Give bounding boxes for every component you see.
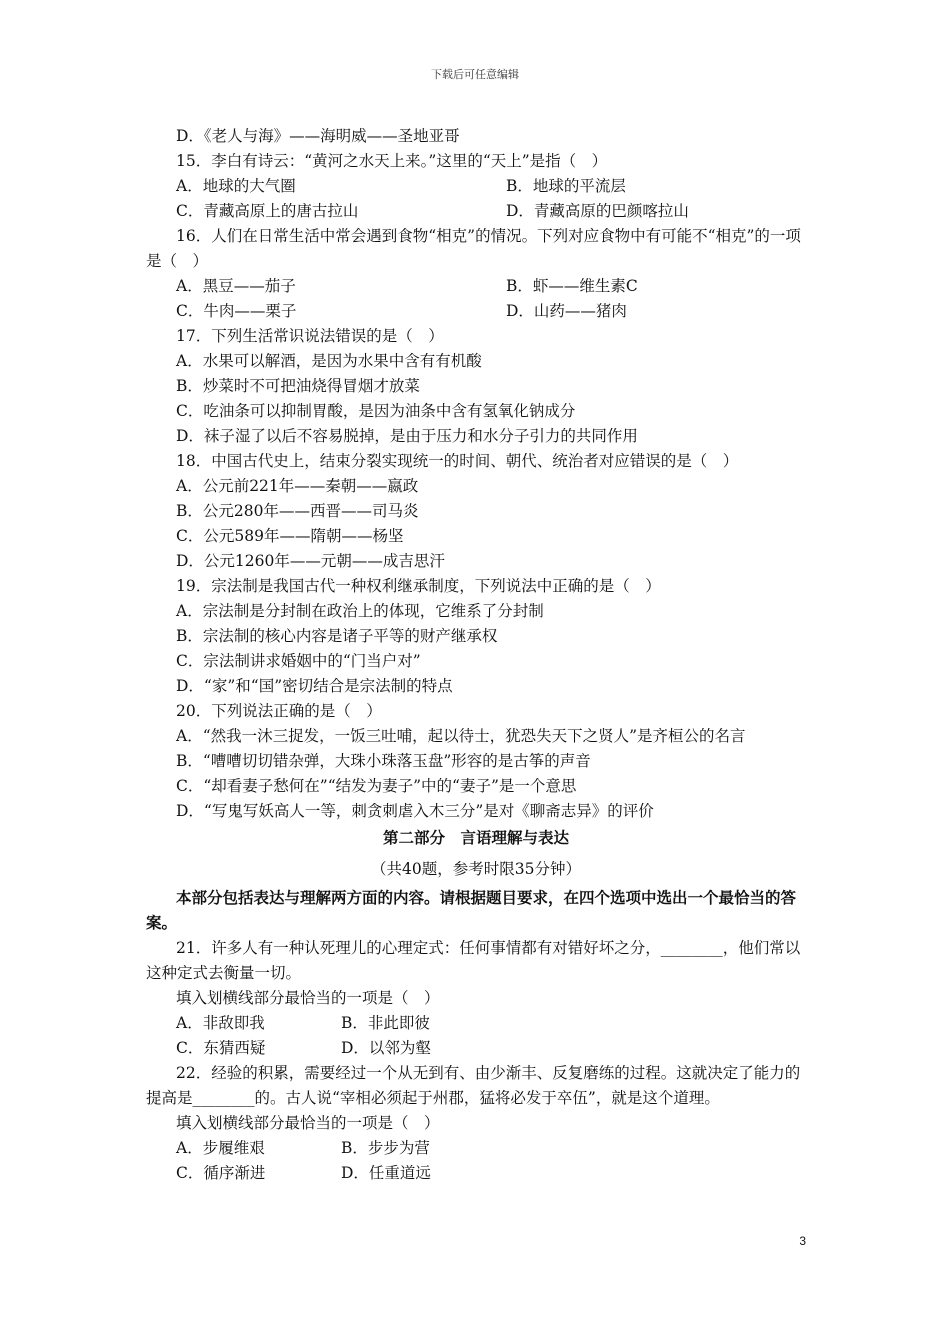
q19-option-c: C．宗法制讲求婚姻中的“门当户对” [176,652,421,670]
q17-option-c: C．吃油条可以抑制胃酸，是因为油条中含有氢氧化钠成分 [176,402,576,420]
q18-option-c: C．公元589年——隋朝——杨坚 [176,527,404,545]
q20-option-d: D．“写鬼写妖高人一等，刺贪刺虐入木三分”是对《聊斋志异》的评价 [176,802,654,820]
q15-option-d: D．青藏高原的巴颜喀拉山 [506,202,689,220]
q20-option-c: C．“却看妻子愁何在”“结发为妻子”中的“妻子”是一个意思 [176,777,577,795]
q15-option-a: A．地球的大气圈 [176,177,296,195]
q21-option-c: C．东猜西疑 [176,1039,266,1057]
q22-stem: 22．经验的积累，需要经过一个从无到有、由少渐丰、反复磨练的过程。这就决定了能力的提高是________的。古人说“宰相必须起于州郡，猛将必发于卒伍”，就是这个道理。 [146,1064,801,1107]
q17-option-b: B．炒菜时不可把油烧得冒烟才放菜 [176,377,420,395]
q14-option-d: D．《老人与海》——海明威——圣地亚哥 [176,127,460,145]
q18-option-a: A．公元前221年——秦朝——嬴政 [176,477,419,495]
q16-option-c: C．牛肉——栗子 [176,302,297,320]
q19-stem: 19．宗法制是我国古代一种权利继承制度，下列说法中正确的是（ ） [176,577,661,595]
q21-option-d: D．以邻为壑 [341,1039,431,1057]
q22-option-c: C．循序渐进 [176,1164,266,1182]
q22-options-row-1 [146,1136,806,1161]
q17-option-d: D．袜子湿了以后不容易脱掉，是由于压力和水分子引力的共同作用 [176,427,638,445]
q15-options-row-2 [146,199,806,224]
section-title: 第二部分 言语理解与表达 [382,829,569,847]
q17-option-a: A．水果可以解酒，是因为水果中含有有机酸 [176,352,482,370]
q21-option-a: A．非敌即我 [176,1014,265,1032]
q22-prompt: 填入划横线部分最恰当的一项是（ ） [176,1114,440,1132]
q15-options-row-1 [146,174,806,199]
q16-option-a: A．黑豆——茄子 [176,277,296,295]
q19-option-b: B．宗法制的核心内容是诸子平等的财产继承权 [176,627,498,645]
q19-option-a: A．宗法制是分封制在政治上的体现，它维系了分封制 [176,602,544,620]
q15-option-c: C．青藏高原上的唐古拉山 [176,202,359,220]
section-intro: 本部分包括表达与理解两方面的内容。请根据题目要求，在四个选项中选出一个最恰当的答案。 [146,889,797,932]
q20-option-b: B．“嘈嘈切切错杂弹，大珠小珠落玉盘”形容的是古筝的声音 [176,752,591,770]
document-body [146,124,806,1186]
section-subtitle: （共40题，参考时限35分钟） [371,860,581,878]
page-number: 3 [799,1234,806,1248]
q21-prompt: 填入划横线部分最恰当的一项是（ ） [176,989,440,1007]
q16-options-row-1 [146,274,806,299]
q18-option-b: B．公元280年——西晋——司马炎 [176,502,419,520]
q21-option-b: B．非此即彼 [341,1014,430,1032]
q20-option-a: A．“然我一沐三捉发，一饭三吐哺，起以待士，犹恐失天下之贤人”是齐桓公的名言 [176,727,746,745]
q21-options-row-2 [146,1036,806,1061]
q20-stem: 20．下列说法正确的是（ ） [176,702,382,720]
q16-option-d: D．山药——猪肉 [506,302,627,320]
q21-stem: 21．许多人有一种认死理儿的心理定式：任何事情都有对错好坏之分，________，他们常以这种定式去衡量一切。 [146,939,801,982]
q17-stem: 17．下列生活常识说法错误的是（ ） [176,327,444,345]
q16-option-b: B．虾——维生素C [506,277,638,295]
page-header: 下载后可任意编辑 [431,68,519,81]
q16-options-row-2 [146,299,806,324]
q22-option-a: A．步履维艰 [176,1139,265,1157]
q16-stem: 16．人们在日常生活中常会遇到食物“相克”的情况。下列对应食物中有可能不“相克”的一项是（ ） [146,227,801,270]
q22-option-b: B．步步为营 [341,1139,430,1157]
q22-options-row-2 [146,1161,806,1186]
q15-option-b: B．地球的平流层 [506,177,626,195]
q21-options-row-1 [146,1011,806,1036]
q22-option-d: D．任重道远 [341,1164,431,1182]
q18-stem: 18．中国古代史上，结束分裂实现统一的时间、朝代、统治者对应错误的是（ ） [176,452,739,470]
q15-stem: 15．李白有诗云：“黄河之水天上来。”这里的“天上”是指（ ） [176,152,608,170]
q18-option-d: D．公元1260年——元朝——成吉思汗 [176,552,445,570]
q19-option-d: D．“家”和“国”密切结合是宗法制的特点 [176,677,453,695]
